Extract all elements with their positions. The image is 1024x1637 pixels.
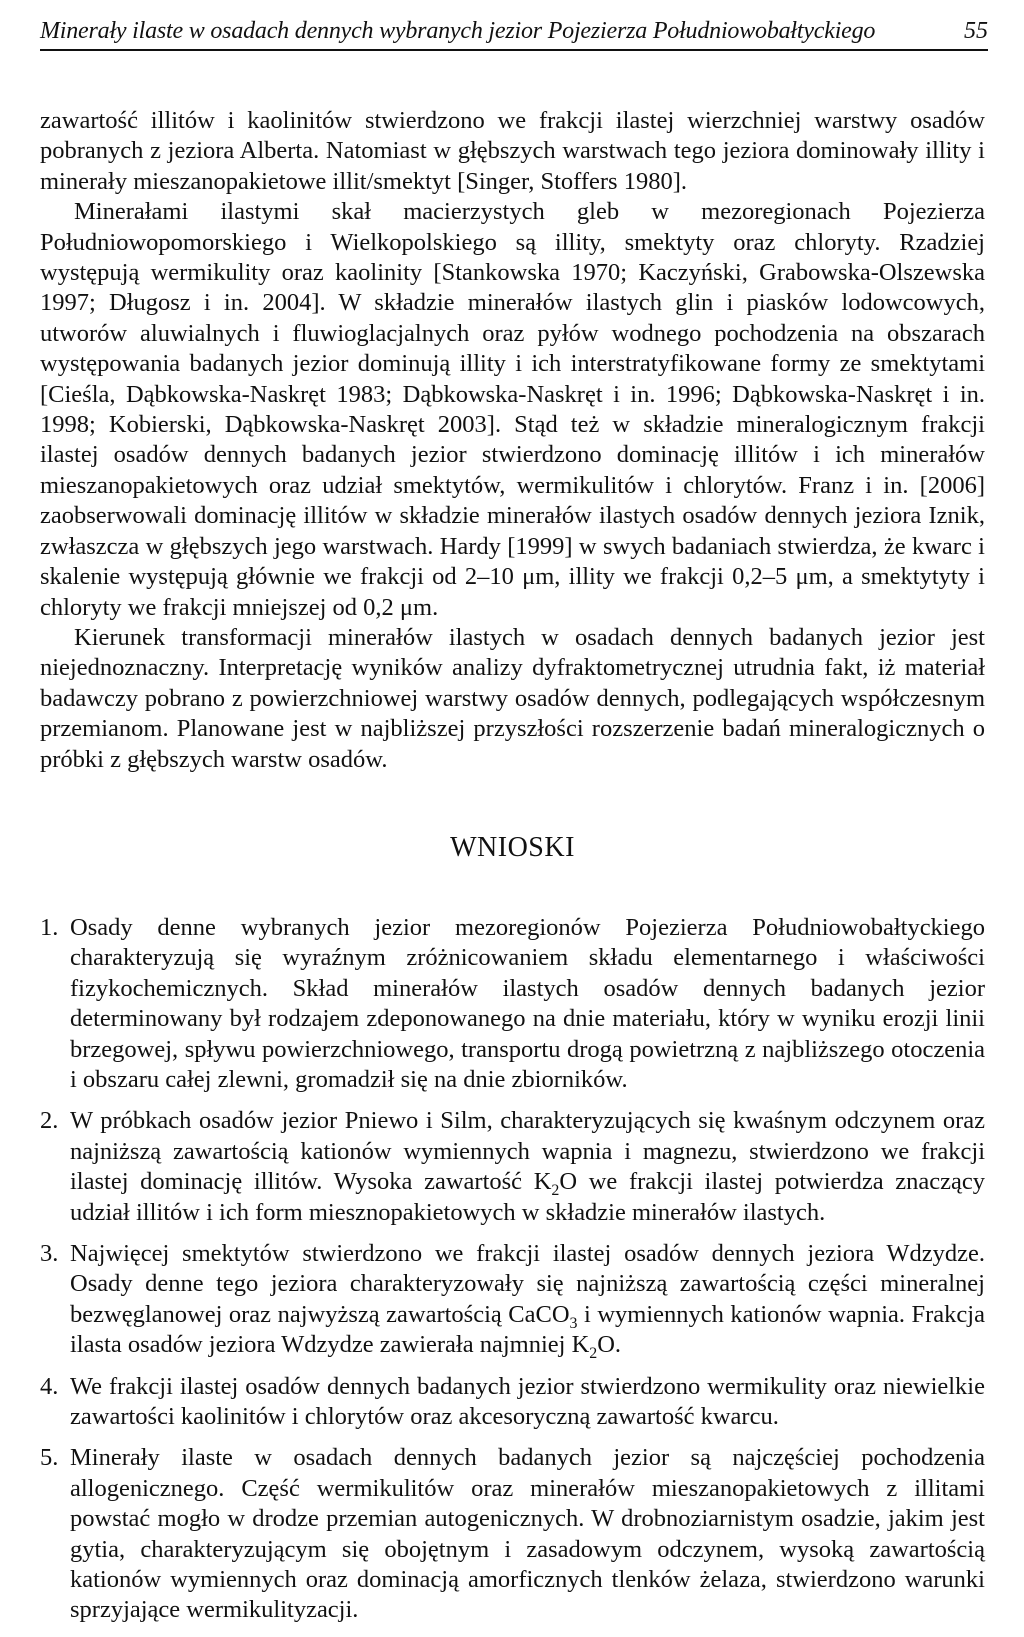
paragraph-continued: zawartość illitów i kaolinitów stwierdzono we frakcji ilastej wierzchniej warstwy osadów pobranych z jeziora Alberta. Natomiast w głębszych warstwach tego jeziora dominowały illity i minerały mieszanopakietowe illit/smektyt [Singer, Stoffers 1980].	[40, 107, 985, 195]
conclusion-item	[40, 1443, 985, 1625]
running-header	[40, 14, 988, 51]
conclusion-text-part: Najwięcej smektytów stwierdzono we frakcji ilastej osadów dennych jeziora Wdzydze. Osady denne tego jeziora charakteryzowały się najniższą zawartością części mineralnej bezwęglanowej oraz najwyższą zawartością CaCO	[70, 1240, 985, 1328]
conclusion-text: We frakcji ilastej osadów dennych badanych jezior stwierdzono wermikulity oraz niewielkie zawartości kaolinitów i chlorytów oraz akcesoryczną zawartość kwarcu.	[70, 1372, 985, 1431]
conclusion-number: 1.	[40, 913, 59, 941]
conclusion-text: Osady denne wybranych jezior mezoregionów Pojezierza Południowobałtyckiego charakteryzują się wyraźnym zróżnicowaniem składu elementarnego i właściwości fizykochemicznych. Skład minerałów ilastych osadów dennych badanych jezior determinowany był rodzajem zdeponowanego na dnie materiału, który w wyniku erozji linii brzegowej, spływu powierzchniowego, transportu drogą powietrzną z najbliższego otoczenia i obszaru całej zlewni, gromadził się na dnie zbiorników.	[70, 913, 985, 1093]
page-content	[40, 106, 985, 1637]
section-heading-conclusions: WNIOSKI	[450, 831, 575, 863]
conclusion-number: 5.	[40, 1444, 59, 1472]
conclusion-number: 4.	[40, 1372, 59, 1400]
conclusion-text-part: i wymiennych kationów wapnia. Frakcja ilasta osadów jeziora Wdzydze zawierała najmniej K	[70, 1300, 985, 1359]
subscript: 3	[569, 1314, 578, 1332]
conclusion-item	[40, 913, 985, 1095]
subscript: 2	[589, 1345, 598, 1363]
conclusion-text-part: O.	[597, 1331, 622, 1359]
conclusion-text: Minerały ilaste w osadach dennych badanych jezior są najczęściej pochodzenia allogenicznego. Część wermikulitów oraz minerałów mieszanopakietowych z illitami powstać mogło w drodze przemian autogenicznych. W drobnoziarnistym osadzie, jakim jest gytia, charakteryzującym się obojętnym i zasadowym odczynem, wysoką zawartością kationów wymiennych oraz dominacją amorficznych tlenków żelaza, stwierdzono warunki sprzyjające wermikulityzacji.	[70, 1444, 985, 1624]
conclusion-text	[70, 1240, 985, 1363]
conclusion-item	[40, 1372, 985, 1433]
subscript: 2	[551, 1182, 560, 1200]
conclusion-number: 2.	[40, 1107, 59, 1135]
conclusion-text-part: W próbkach osadów jezior Pniewo i Silm, charakteryzujących się kwaśnym odczynem oraz najniższą zawartością kationów wymiennych wapnia i magnezu, stwierdzono we frakcji ilastej dominację illitów. Wysoka zawartość K	[70, 1107, 985, 1196]
paragraph-clay-minerals: Minerałami ilastymi skał macierzystych gleb w mezoregionach Pojezierza Południowopomorskiego i Wielkopolskiego są illity, smektyty oraz chloryty. Rzadziej występują wermikulity oraz kaolinity [Stankowska 1970; Kaczyński, Grabowska-Olszewska 1997; Długosz i in. 2004]. W składzie minerałów ilastych glin i piasków lodowcowych, utworów aluwialnych i fluwioglacjalnych oraz pyłów wodnego pochodzenia na obszarach występowania badanych jezior dominują illity i ich interstratyfikowane formy ze smektytami [Cieśla, Dąbkowska-Naskręt 1983; Dąbkowska-Naskręt i in. 1996; Dąbkowska-Naskręt i in. 1998; Kobierski, Dąbkowska-Naskręt 2003]. Stąd też w składzie mineralogicznym frakcji ilastej osadów dennych badanych jezior stwierdzono dominację illitów i ich minerałów mieszanopakietowych oraz udział smektytów, wermikulitów i chlorytów. Franz i in. [2006] zaobserwowali dominację illitów w składzie minerałów ilastych osadów dennych jeziora Iznik, zwłaszcza w głębszych jego warstwach. Hardy [1999] w swych badaniach stwierdza, że kwarc i skalenie występują głównie we frakcji od 2–10 μm, illity we frakcji 0,2–5 μm, a smektytyty i chloryty we frakcji mniejszej od 0,2 μm.	[40, 198, 985, 621]
paragraph-transformation: Kierunek transformacji minerałów ilastych w osadach dennych badanych jezior jest niejednoznaczny. Interpretację wyników analizy dyfraktometrycznej utrudnia fakt, iż materiał badawczy pobrano z powierzchniowej warstwy osadów dennych, podlegających współczesnym przemianom. Planowane jest w najbliższej przyszłości rozszerzenie badań mineralogicznych o próbki z głębszych warstw osadów.	[40, 623, 985, 773]
conclusion-item	[40, 1106, 985, 1228]
conclusion-text	[70, 1107, 985, 1225]
running-header-title: Minerały ilaste w osadach dennych wybranych jezior Pojezierza Południowobałtyckiego	[40, 18, 876, 44]
conclusion-item	[40, 1239, 985, 1361]
page-number: 55	[964, 18, 988, 44]
conclusions-list	[40, 913, 985, 1626]
conclusion-text-part: O we frakcji ilastej potwierdza znaczący udział illitów i ich form miesznopakietowych w składzie minerałów ilastych.	[70, 1168, 985, 1226]
conclusion-number: 3.	[40, 1240, 59, 1267]
